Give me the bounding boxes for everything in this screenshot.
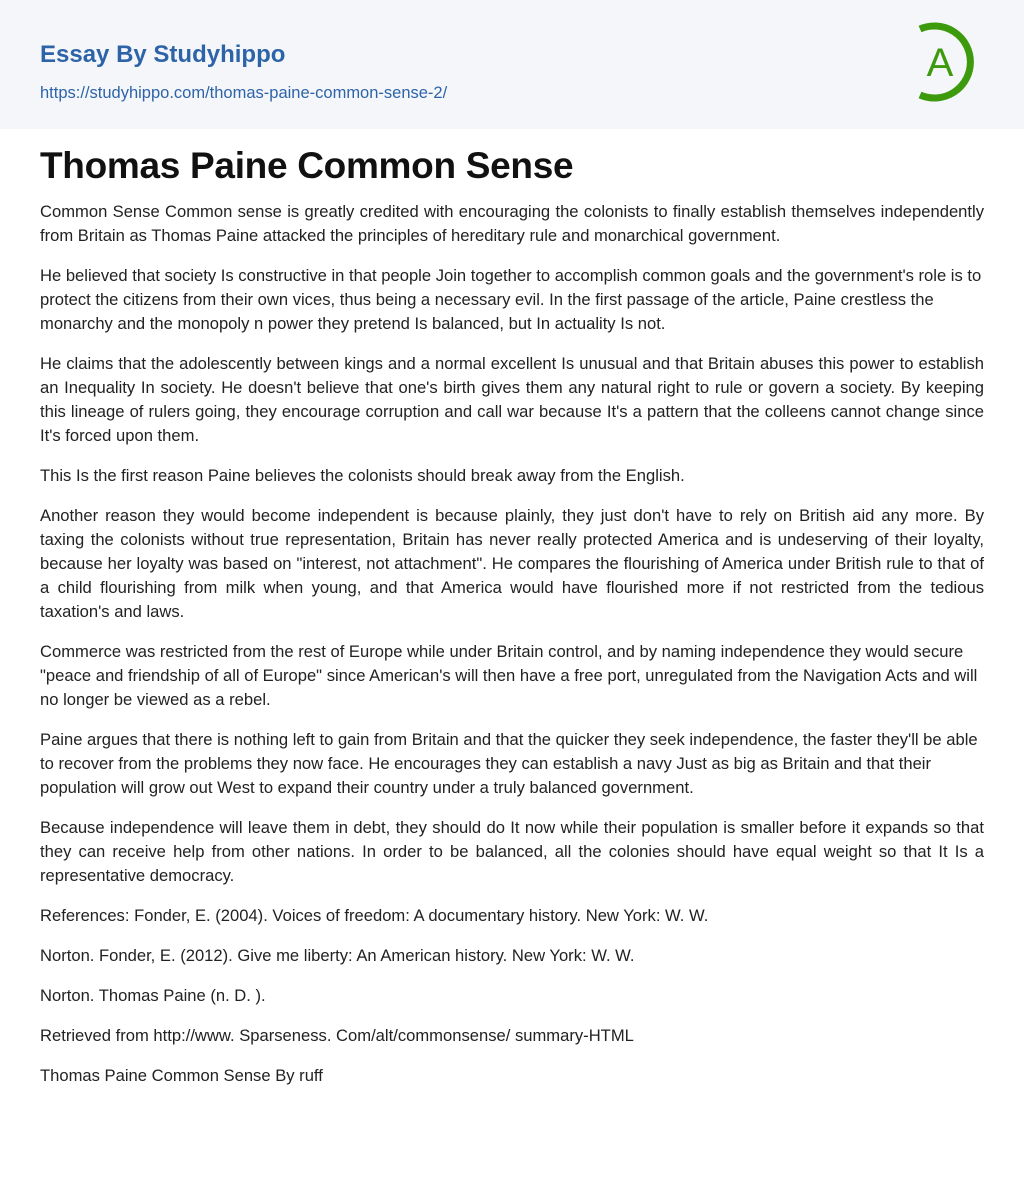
paragraph: Commerce was restricted from the rest of Europe while under Britain control, and by naming independence they would secure "peace and friendship of all of Europe" since American's will then have a free port, unregulated from the Navigation Acts and will no longer be viewed as a rebel. (40, 642, 978, 709)
brand-title: Essay By Studyhippo (40, 41, 286, 68)
paragraph: Because independence will leave them in debt, they should do It now while their population is smaller before it expands so that they can receive help from other nations. In order to be balanced, all the colonies should have equal weight so that It Is a representative democracy. (40, 818, 984, 885)
logo-ring-icon (912, 19, 986, 105)
reference-line: Norton. Thomas Paine (n. D. ). (40, 986, 266, 1005)
essay-url-link[interactable]: https://studyhippo.com/thomas-paine-common-sense-2/ (40, 84, 448, 102)
essay-body (40, 200, 984, 1104)
paragraph: He believed that society Is constructive in that people Join together to accomplish common goals and the government's role is to protect the citizens from their own vices, thus being a necessary evil. In the first passage of the article, Paine crestless the monarchy and the monopoly n power they pretend Is balanced, but In actuality Is not. (40, 266, 982, 333)
paragraph: He claims that the adolescently between kings and a normal excellent Is unusual and that Britain abuses this power to establish an Inequality In society. He doesn't believe that one's birth gives them any natural right to rule or govern a society. By keeping this lineage of rulers going, they encourage corruption and call war because It's a pattern that the colleens cannot change since It's forced upon them. (40, 354, 984, 445)
page-title: Thomas Paine Common Sense (40, 145, 574, 186)
paragraph: Common Sense Common sense is greatly credited with encouraging the colonists to finally establish themselves independently from Britain as Thomas Paine attacked the principles of hereditary rule and monarchical government. (40, 202, 984, 245)
site-header (0, 0, 1024, 129)
paragraph: Paine argues that there is nothing left to gain from Britain and that the quicker they seek independence, the faster they'll be able to recover from the problems they now face. He encourages they can establish a navy Just as big as Britain and that their population will grow out West to expand their country under a truly balanced government. (40, 730, 978, 797)
reference-line: Norton. Fonder, E. (2012). Give me liberty: An American history. New York: W. W. (40, 946, 635, 965)
reference-line: References: Fonder, E. (2004). Voices of freedom: A documentary history. New York: W. W. (40, 906, 709, 925)
paragraph: This Is the first reason Paine believes the colonists should break away from the English. (40, 466, 685, 485)
reference-line: Retrieved from http://www. Sparseness. Com/alt/commonsense/ summary-HTML (40, 1026, 634, 1045)
byline: Thomas Paine Common Sense By ruff (40, 1066, 323, 1085)
paragraph: Another reason they would become independent is because plainly, they just don't have to rely on British aid any more. By taxing the colonists without true representation, Britain has never really protected America and is undeserving of their loyalty, because her loyalty was based on "interest, not attachment". He compares the flourishing of America under British rule to that of a child flourishing from milk when young, and that America would have flourished more if not restricted from the tedious taxation's and laws. (40, 506, 984, 621)
logo-letter: A (926, 41, 954, 85)
studyhippo-logo[interactable] (912, 19, 986, 105)
